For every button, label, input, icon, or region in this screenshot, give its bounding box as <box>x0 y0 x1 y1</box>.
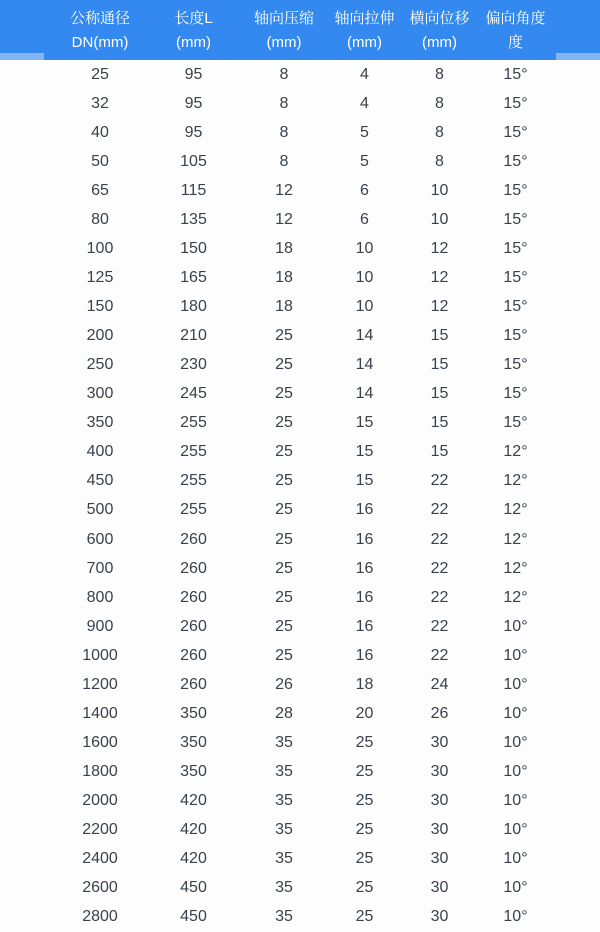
table-cell: 245 <box>180 385 207 403</box>
table-row <box>0 554 600 583</box>
header-col-axial-extension <box>327 0 402 60</box>
table-cell: 25 <box>355 879 374 897</box>
header-unit: 度 <box>507 34 523 51</box>
table-cell: 500 <box>86 501 114 519</box>
table-row <box>0 176 600 205</box>
table-cell: 4 <box>360 94 369 112</box>
table-row <box>0 699 600 728</box>
table-cell: 125 <box>86 268 114 286</box>
table-row <box>0 583 600 612</box>
table-cell: 65 <box>91 181 109 199</box>
table-cell: 165 <box>180 268 207 286</box>
table-cell: 25 <box>275 530 293 548</box>
table-cell: 32 <box>91 94 109 112</box>
table-cell: 15 <box>430 356 449 374</box>
table-cell: 25 <box>91 65 109 83</box>
table-cell: 35 <box>275 733 293 751</box>
table-cell: 25 <box>275 443 293 461</box>
table-cell: 250 <box>86 356 114 374</box>
table-cell: 255 <box>180 414 207 432</box>
table-cell: 24 <box>430 675 449 693</box>
table-cell: 450 <box>86 472 114 490</box>
table-cell: 12° <box>503 472 528 490</box>
table-cell: 18 <box>275 239 293 257</box>
table-cell: 95 <box>184 94 203 112</box>
table-cell: 10 <box>355 239 374 257</box>
table-cell: 15° <box>503 385 528 403</box>
table-cell: 700 <box>86 559 114 577</box>
table-cell: 2200 <box>82 821 118 839</box>
table-cell: 25 <box>275 414 293 432</box>
table-cell: 400 <box>86 443 114 461</box>
table-cell: 210 <box>180 327 207 345</box>
header-title: 横向位移 <box>409 10 470 27</box>
table-cell: 10° <box>503 733 528 751</box>
header-unit: (mm) <box>347 34 382 51</box>
table-cell: 5 <box>360 152 369 170</box>
table-row <box>0 670 600 699</box>
table-cell: 16 <box>355 588 374 606</box>
table-cell: 300 <box>86 385 114 403</box>
table-cell: 25 <box>355 763 374 781</box>
table-cell: 35 <box>275 879 293 897</box>
table-cell: 18 <box>275 298 293 316</box>
table-cell: 10° <box>503 646 528 664</box>
table-cell: 25 <box>355 792 374 810</box>
table-cell: 25 <box>275 559 293 577</box>
table-row <box>0 496 600 525</box>
table-cell: 30 <box>430 821 449 839</box>
table-cell: 10° <box>503 821 528 839</box>
header-title: 长度L <box>174 10 213 27</box>
header-col-axial-compression <box>241 0 327 60</box>
table-cell: 25 <box>275 501 293 519</box>
table-cell: 12 <box>430 239 449 257</box>
table-cell: 30 <box>430 792 449 810</box>
table-row <box>0 118 600 147</box>
table-cell: 14 <box>355 356 374 374</box>
table-row <box>0 438 600 467</box>
table-cell: 2600 <box>82 879 118 897</box>
table-cell: 16 <box>355 617 374 635</box>
table-cell: 22 <box>430 617 449 635</box>
table-cell: 1600 <box>82 733 118 751</box>
table-cell: 95 <box>184 123 203 141</box>
table-cell: 8 <box>279 123 289 141</box>
header-unit: (mm) <box>176 34 211 51</box>
table-body <box>0 60 600 932</box>
table-cell: 8 <box>435 94 444 112</box>
table-cell: 255 <box>180 501 207 519</box>
table-cell: 350 <box>86 414 114 432</box>
table-cell: 4 <box>360 65 369 83</box>
table-cell: 15° <box>503 65 528 83</box>
table-cell: 2400 <box>82 850 118 868</box>
table-cell: 420 <box>180 792 207 810</box>
table-cell: 1800 <box>82 763 118 781</box>
table-cell: 10° <box>503 850 528 868</box>
table-row <box>0 612 600 641</box>
header-row <box>0 0 600 60</box>
table-cell: 12° <box>503 588 528 606</box>
table-cell: 100 <box>86 239 114 257</box>
table-cell: 5 <box>360 123 369 141</box>
table-cell: 200 <box>86 327 114 345</box>
table-cell: 14 <box>355 385 374 403</box>
table-cell: 16 <box>355 559 374 577</box>
table-cell: 15 <box>430 414 449 432</box>
table-cell: 260 <box>180 559 207 577</box>
table-row <box>0 263 600 292</box>
table-cell: 35 <box>275 821 293 839</box>
table-cell: 25 <box>275 472 293 490</box>
table-cell: 260 <box>180 588 207 606</box>
table-cell: 95 <box>184 65 203 83</box>
table-cell: 10 <box>355 298 374 316</box>
table-cell: 15° <box>503 181 528 199</box>
table-cell: 10° <box>503 792 528 810</box>
table-cell: 420 <box>180 850 207 868</box>
header-title: 轴向拉伸 <box>334 10 395 27</box>
table-cell: 135 <box>180 210 207 228</box>
table-cell: 25 <box>275 588 293 606</box>
table-cell: 22 <box>430 646 449 664</box>
table-cell: 22 <box>430 501 449 519</box>
table-row <box>0 60 600 89</box>
table-cell: 8 <box>435 65 444 83</box>
table-cell: 12 <box>275 210 293 228</box>
table-cell: 12° <box>503 559 528 577</box>
table-cell: 1400 <box>82 704 118 722</box>
table-cell: 40 <box>91 123 109 141</box>
table-cell: 12° <box>503 501 528 519</box>
table-cell: 10° <box>503 879 528 897</box>
table-cell: 15 <box>355 443 374 461</box>
table-cell: 25 <box>275 385 293 403</box>
table-cell: 15° <box>503 123 528 141</box>
table-row <box>0 903 600 932</box>
table-cell: 15 <box>430 385 449 403</box>
table-cell: 6 <box>360 210 369 228</box>
table-row <box>0 293 600 322</box>
table-row <box>0 525 600 554</box>
table-cell: 150 <box>180 239 207 257</box>
table-row <box>0 409 600 438</box>
table-cell: 15° <box>503 356 528 374</box>
table-cell: 25 <box>355 908 374 926</box>
table-cell: 15° <box>503 327 528 345</box>
table-cell: 22 <box>430 530 449 548</box>
table-cell: 25 <box>355 821 374 839</box>
table-cell: 260 <box>180 530 207 548</box>
table-cell: 10° <box>503 704 528 722</box>
table-cell: 20 <box>355 704 374 722</box>
table-cell: 10° <box>503 908 528 926</box>
table-row <box>0 787 600 816</box>
table-cell: 10 <box>355 268 374 286</box>
table-cell: 12° <box>503 530 528 548</box>
table-cell: 10° <box>503 675 528 693</box>
table-cell: 16 <box>355 646 374 664</box>
table-row <box>0 758 600 787</box>
table-cell: 15° <box>503 239 528 257</box>
table-cell: 180 <box>180 298 207 316</box>
table-cell: 150 <box>86 298 114 316</box>
table-cell: 15° <box>503 152 528 170</box>
table-cell: 12° <box>503 443 528 461</box>
table-cell: 25 <box>355 733 374 751</box>
table-cell: 25 <box>275 356 293 374</box>
table-cell: 1000 <box>82 646 118 664</box>
table-cell: 105 <box>180 152 207 170</box>
table-cell: 12 <box>430 268 449 286</box>
table-cell: 8 <box>279 94 289 112</box>
table-cell: 25 <box>275 327 293 345</box>
table-cell: 6 <box>360 181 369 199</box>
table-cell: 8 <box>435 152 444 170</box>
table-cell: 12 <box>430 298 449 316</box>
table-cell: 25 <box>275 646 293 664</box>
table-cell: 22 <box>430 559 449 577</box>
header-unit: (mm) <box>422 34 457 51</box>
table-cell: 18 <box>275 268 293 286</box>
table-cell: 15 <box>430 443 449 461</box>
table-cell: 600 <box>86 530 114 548</box>
header-title: 偏向角度 <box>485 10 546 27</box>
table-row <box>0 147 600 176</box>
table-cell: 15° <box>503 94 528 112</box>
table-cell: 800 <box>86 588 114 606</box>
table-row <box>0 205 600 234</box>
table-cell: 14 <box>355 327 374 345</box>
table-row <box>0 322 600 351</box>
table-cell: 350 <box>180 763 207 781</box>
table-cell: 230 <box>180 356 207 374</box>
table-cell: 260 <box>180 675 207 693</box>
header-title: 轴向压缩 <box>253 10 314 27</box>
table-row <box>0 89 600 118</box>
table-cell: 15 <box>430 327 449 345</box>
table-cell: 8 <box>435 123 444 141</box>
table-cell: 420 <box>180 821 207 839</box>
table-cell: 350 <box>180 704 207 722</box>
header-unit: DN(mm) <box>71 34 129 51</box>
table-cell: 80 <box>91 210 109 228</box>
table-cell: 10° <box>503 617 528 635</box>
table-cell: 15° <box>503 414 528 432</box>
table-cell: 1200 <box>82 675 118 693</box>
table-cell: 16 <box>355 501 374 519</box>
table-cell: 30 <box>430 879 449 897</box>
table-cell: 260 <box>180 646 207 664</box>
table-cell: 35 <box>275 850 293 868</box>
table-row <box>0 380 600 409</box>
table-cell: 30 <box>430 763 449 781</box>
table-row <box>0 641 600 670</box>
table-cell: 50 <box>91 152 109 170</box>
table-row <box>0 467 600 496</box>
table-cell: 900 <box>86 617 114 635</box>
table-cell: 30 <box>430 850 449 868</box>
table-row <box>0 874 600 903</box>
table-cell: 30 <box>430 908 449 926</box>
table-cell: 8 <box>279 152 289 170</box>
table-cell: 15 <box>355 472 374 490</box>
table-cell: 12 <box>275 181 293 199</box>
table-cell: 10° <box>503 763 528 781</box>
table-cell: 15° <box>503 298 528 316</box>
table-cell: 35 <box>275 792 293 810</box>
table-row <box>0 728 600 757</box>
table-cell: 18 <box>355 675 374 693</box>
table-cell: 28 <box>275 704 293 722</box>
table-cell: 35 <box>275 763 293 781</box>
table-row <box>0 234 600 263</box>
header-title: 公称通径 <box>69 10 130 27</box>
table-cell: 115 <box>180 181 207 199</box>
header-col-nominal-diameter <box>0 0 146 60</box>
table-cell: 35 <box>275 908 293 926</box>
table-cell: 30 <box>430 733 449 751</box>
table-cell: 255 <box>180 472 207 490</box>
table-cell: 2000 <box>82 792 118 810</box>
header-col-lateral-displacement <box>402 0 477 60</box>
table-cell: 2800 <box>82 908 118 926</box>
table-cell: 8 <box>279 65 289 83</box>
table-cell: 25 <box>275 617 293 635</box>
table-header <box>0 0 600 60</box>
table-row <box>0 845 600 874</box>
table-cell: 260 <box>180 617 207 635</box>
table-row <box>0 351 600 380</box>
table-cell: 25 <box>355 850 374 868</box>
table-cell: 26 <box>275 675 293 693</box>
table-cell: 16 <box>355 530 374 548</box>
table-cell: 15 <box>355 414 374 432</box>
table-cell: 22 <box>430 472 449 490</box>
table-cell: 22 <box>430 588 449 606</box>
table-row <box>0 816 600 845</box>
header-col-deflection-angle <box>477 0 600 60</box>
header-unit: (mm) <box>266 34 302 51</box>
table-cell: 450 <box>180 879 207 897</box>
table-cell: 450 <box>180 908 207 926</box>
table-cell: 255 <box>180 443 207 461</box>
table-cell: 26 <box>430 704 449 722</box>
table-cell: 10 <box>430 210 449 228</box>
table-cell: 350 <box>180 733 207 751</box>
table-cell: 15° <box>503 268 528 286</box>
table-cell: 15° <box>503 210 528 228</box>
header-col-length <box>146 0 241 60</box>
table-cell: 10 <box>430 181 449 199</box>
